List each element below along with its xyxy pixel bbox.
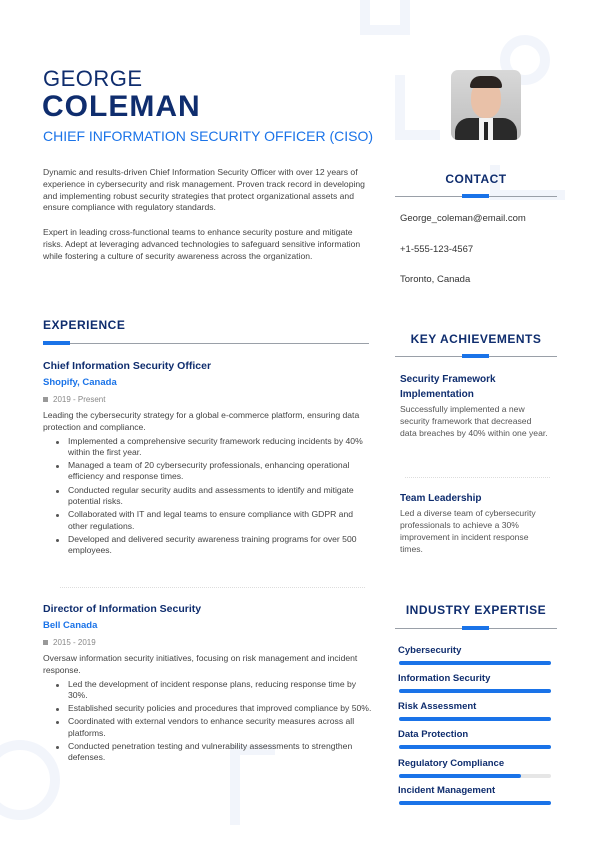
job-entry-company: Shopify, Canada [43,377,117,388]
divider [395,196,557,197]
bullet: Developed and delivered security awareness training programs for over 500 employees. [68,534,373,557]
profile-photo [451,70,521,140]
skill-name: Regulatory Compliance [398,758,505,769]
achievement-item [400,491,550,555]
decor-square [360,0,410,35]
skill-name: Information Security [398,673,491,684]
decor-bracket [395,75,440,140]
skill-item [398,673,553,693]
experience-heading: EXPERIENCE [43,318,126,332]
job-entry-dates: 2015 - 2019 [53,638,96,647]
skill-bar-fill [399,801,551,805]
skill-bar [399,774,551,778]
first-name: GEORGE [43,66,143,91]
bullet: Conducted penetration testing and vulnerability assessments to strengthen defenses. [68,741,373,764]
skill-name: Cybersecurity [398,645,462,656]
contact-phone[interactable]: +1-555-123-4567 [400,244,474,255]
last-name: COLEMAN [42,90,201,123]
achievements-heading: KEY ACHIEVEMENTS [410,332,542,346]
skill-bar-fill [399,774,521,778]
achievement-desc: Led a diverse team of cybersecurity professionals to achieve a 30% improvement in incident response times. [400,508,536,554]
skill-bar [399,801,551,805]
job-entry-summary: Oversaw information security initiatives, focusing on risk management and incident response. [43,653,358,675]
contact-location: Toronto, Canada [400,274,471,285]
bullet: Implemented a comprehensive security framework reducing incidents by 40% within the first year. [68,436,373,459]
skill-bar [399,661,551,665]
job-entry-company: Bell Canada [43,620,98,631]
job-bullets [68,436,373,557]
achievement-title: Team Leadership [400,493,482,504]
contact-heading: CONTACT [445,172,507,186]
job-entry [43,603,373,764]
bullet: Established security policies and procedures that improved compliance by 50%. [68,703,372,714]
skill-item [398,758,553,778]
bullet: Led the development of incident response plans, reducing response time by 30%. [68,679,373,702]
skill-bar-fill [399,745,551,749]
bullet: Managed a team of 20 cybersecurity professionals, enhancing operational efficiency and response times. [68,460,373,483]
skill-item [398,729,553,749]
job-bullets [68,679,373,764]
skill-item [398,645,553,665]
skill-bar [399,717,551,721]
divider [405,477,550,478]
contact-email[interactable]: George_coleman@email.com [400,213,526,224]
skill-name: Data Protection [398,729,469,740]
bullet: Collaborated with IT and legal teams to ensure compliance with GDPR and other regulations. [68,509,373,532]
job-title: CHIEF INFORMATION SECURITY OFFICER (CISO) [43,128,374,144]
divider [395,356,557,357]
skill-item [398,701,553,721]
skill-bar [399,745,551,749]
calendar-icon [43,397,48,402]
divider [395,628,557,629]
skill-item [398,785,553,805]
calendar-icon [43,640,48,645]
skill-name: Incident Management [398,785,496,796]
job-entry-title: Chief Information Security Officer [43,360,212,372]
skill-bar [399,689,551,693]
achievement-item [400,372,550,439]
skill-bar-fill [399,717,551,721]
job-entry-summary: Leading the cybersecurity strategy for a global e-commerce platform, ensuring data protection and compliance. [43,410,360,432]
job-entry [43,360,373,557]
summary-paragraph: Dynamic and results-driven Chief Information Security Officer with over 12 years of experience in cybersecurity and risk management. Proven track record in developing and implementing robust security strategies that protect organizational assets and ensure compliance with regulatory standards. [43,167,365,213]
skill-bar-fill [399,689,551,693]
skill-bar-fill [399,661,551,665]
achievement-desc: Successfully implemented a new security framework that decreased data breaches by 40% within one year. [400,404,548,438]
job-entry-dates: 2019 - Present [53,395,106,404]
expertise-heading: INDUSTRY EXPERTISE [405,603,547,617]
bullet: Conducted regular security audits and assessments to identify and mitigate potential risks. [68,485,373,508]
job-entry-title: Director of Information Security [43,603,202,615]
divider [43,343,369,344]
summary-paragraph: Expert in leading cross-functional teams to enhance security posture and mitigate risks. Adept at leveraging advanced technologies to safeguard sensitive information while fostering a culture of security awareness across the organization. [43,227,361,261]
divider [60,587,365,588]
achievement-title: Security Framework Implementation [400,374,496,400]
skill-name: Risk Assessment [398,701,477,712]
bullet: Coordinated with external vendors to enhance security measures across all platforms. [68,716,373,739]
